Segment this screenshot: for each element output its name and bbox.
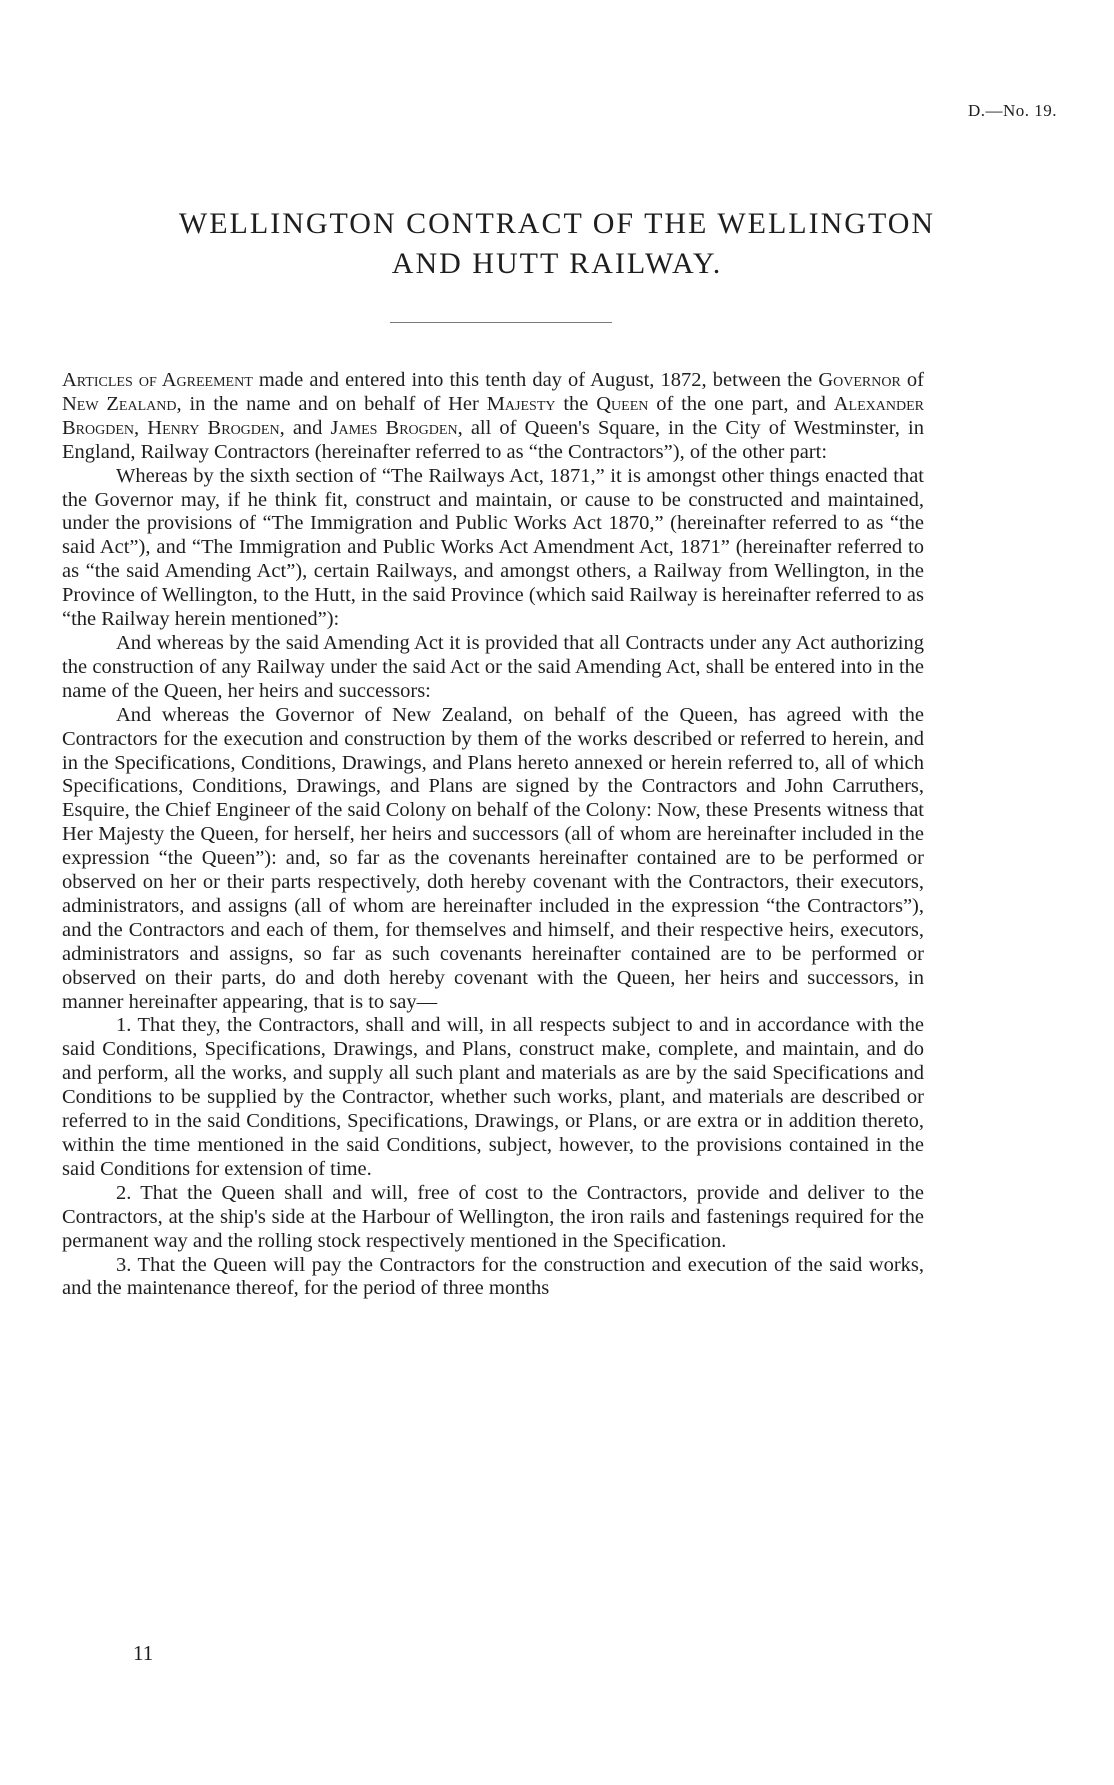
alexander-brogden-name: Alexander Brogden [62,392,924,439]
henry-brogden-name: Henry Brogden [147,416,280,439]
whereas-paragraph-2: And whereas by the said Amending Act it is provided that all Contracts under any Act authorizing the construction of any Railway under the said Act or the said Amending Act, shall be entered into in the name of the Queen, her heirs and successors: [62,631,924,702]
title-line-2: AND HUTT RAILWAY. [391,247,723,280]
document-title [0,204,1114,284]
articles-of-agreement: Articles of Agreement [62,369,253,391]
queen-name: Queen [596,392,649,415]
title-divider [390,322,612,323]
preamble-text: , [134,416,148,439]
james-brogden-name: James Brogden [330,416,458,439]
clause-3: 3. That the Queen will pay the Contractors for the construction and execution of the said works, and the maintenance thereof, for the period of three months [62,1253,924,1300]
clause-1: 1. That they, the Contractors, shall and will, in all respects subject to and in accordance with the said Conditions, Specifications, Drawings, and Plans, construct make, complete, and maintain, and do and perform, all the works, and supply all such plant and materials as are by the said Specifications and Conditions to be supplied by the Contractor, whether such works, plant, and materials are described or referred to in the said Conditions, Specifications, Drawings, or Plans, or are extra or in addition thereto, within the time mentioned in the said Conditions, subject, however, to the provisions contained in the said Conditions for extension of time. [62,1014,924,1180]
preamble-text: , in the name and on behalf of Her [176,392,487,415]
preamble-text: , and [279,416,331,439]
majesty-name: Majesty [486,392,556,415]
preamble-text: , all of Queen's Square, in the City of Westminster, in England, Railway Contractors (hereinafter referred to as “the Contractors”), of the other part: [62,416,924,463]
preamble-text: made and entered into this tenth day of August, 1872, between the [252,369,819,391]
preamble-text: of [900,369,924,391]
document-reference: D.—No. 19. [967,101,1057,120]
title-line-1: WELLINGTON CONTRACT OF THE WELLINGTON [178,207,936,240]
clause-2: 2. That the Queen shall and will, free of cost to the Contractors, provide and deliver to the Contractors, at the ship's side at the Harbour of Wellington, the iron rails and fastenings required for the permanent way and the rolling stock respectively mentioned in the Specification. [62,1181,924,1252]
preamble-paragraph [62,369,924,465]
governor-name: Governor [818,369,901,391]
document-body [62,369,924,1301]
whereas-paragraph-3: And whereas the Governor of New Zealand, on behalf of the Queen, has agreed with the Contractors for the execution and construction by them of the works described or referred to herein, and in the Specifications, Conditions, Drawings, and Plans hereto annexed or herein referred to, all of which Specifications, Conditions, Drawings, and Plans are signed by the Contractors and John Carruthers, Esquire, the Chief Engineer of the said Colony on behalf of the Colony: Now, these Presents witness that Her Majesty the Queen, for herself, her heirs and successors (all of whom are hereinafter included in the expression “the Queen”): and, so far as the covenants hereinafter contained are to be performed or observed on her or their parts respectively, doth hereby covenant with the Contractors, their executors, administrators, and assigns (all of whom are hereinafter included in the expression “the Contractors”), and the Contractors and each of them, for themselves and himself, and their respective heirs, executors, administrators and assigns, so far as such covenants hereinafter contained are to be performed or observed on their parts, do and doth hereby covenant with the Queen, her heirs and successors, in manner hereinafter appearing, that is to say— [62,703,924,1013]
page-number: 11 [133,1641,154,1665]
new-zealand-name: New Zealand [62,392,177,415]
preamble-text: the [555,392,597,415]
preamble-text: of the one part, and [648,392,834,415]
whereas-paragraph-1: Whereas by the sixth section of “The Railways Act, 1871,” it is amongst other things enacted that the Governor may, if he think fit, construct and maintain, or cause to be constructed and maintained, under the provisions of “The Immigration and Public Works Act 1870,” (hereinafter referred to as “the said Act”), and “The Immigration and Public Works Act Amendment Act, 1871” (hereinafter referred to as “the said Amending Act”), certain Railways, and amongst others, a Railway from Wellington, in the Province of Wellington, to the Hutt, in the said Province (which said Railway is hereinafter referred to as “the Railway herein mentioned”): [62,464,924,631]
